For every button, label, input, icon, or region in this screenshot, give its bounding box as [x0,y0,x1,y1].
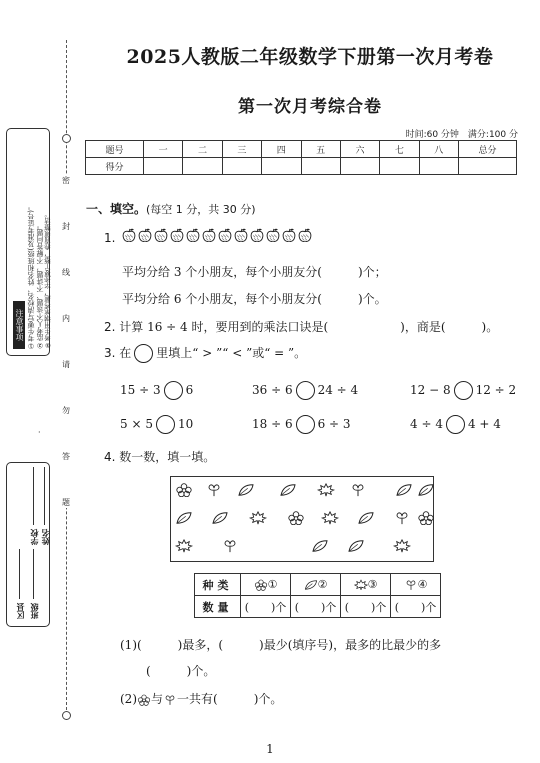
seal-char: 题 [62,498,70,507]
seal-char: 封 [62,222,70,231]
leaf-icon [279,483,297,497]
class-label: 班级 [30,603,39,619]
score-input-cell[interactable] [262,158,301,175]
class-line[interactable] [33,549,34,599]
seal-line-text [60,175,72,508]
strawberry-icon [170,228,184,243]
score-cell: 五 [301,141,340,158]
compare-answer-circle[interactable] [454,381,473,400]
clover-icon [404,579,418,591]
leaf-icon [417,483,435,497]
score-cell: 一 [144,141,183,158]
seal-char: 勿 [62,406,70,415]
q2: 2. 计算 16 ÷ 4 时，要用到的乘法口诀是( )，商是( )。 [104,320,499,334]
page-number: 1 [266,742,274,756]
count-kind-label: 种类 [195,574,241,596]
district-label: 区县 [16,603,25,619]
leaf-icon [357,511,375,525]
seal-char: 答 [62,452,70,461]
clover-icon [205,483,223,497]
flower-icon [287,511,305,525]
flower-icon [137,694,151,706]
score-cell: 二 [183,141,222,158]
q1-line1: 平均分给 3 个小朋友，每个小朋友分( )个； [122,265,387,279]
maple-leaf-icon [393,539,411,553]
clover-icon [221,539,239,553]
exam-title: 2025人教版二年级数学下册第一次月考卷 [126,46,494,68]
notice-item: ①考生要写清校名、姓名和班级(及准考证号)。 [27,202,35,349]
score-table-header-row [86,141,517,158]
score-table-score-row [86,158,517,175]
side-dot: · [38,428,41,437]
section-title: 一、填空。 [86,202,147,216]
q4: 4. 数一数，填一填。 [104,450,216,464]
section-heading [86,200,256,217]
count-answer-cell[interactable]: ( )个 [341,596,391,618]
q3: 3. 在 里填上“ > ”“ < ”或“ = ”。 [104,344,306,363]
score-input-cell[interactable] [222,158,261,175]
strawberry-icon [282,228,296,243]
section-note: (每空 1 分，共 30 分) [146,203,256,216]
maple-leaf-icon [317,483,335,497]
count-table [194,573,441,618]
score-input-cell[interactable] [144,158,183,175]
shape-picture-box [170,476,434,562]
leaf-icon [395,483,413,497]
kind-cell: ② [291,574,341,596]
count-answer-cell[interactable]: ( )个 [291,596,341,618]
leaf-icon [347,539,365,553]
score-cell: 三 [222,141,261,158]
score-cell: 六 [340,141,379,158]
score-input-cell[interactable] [340,158,379,175]
seal-char: 内 [62,314,70,323]
seal-char: 线 [62,268,70,277]
compare-item: 5 × 5 10 [120,415,193,434]
compare-answer-circle[interactable] [296,415,315,434]
maple-leaf-icon [354,579,368,591]
clover-icon [163,694,177,706]
strawberry-icon [138,228,152,243]
compare-answer-circle[interactable] [164,381,183,400]
compare-answer-circle[interactable] [296,381,315,400]
compare-item: 4 ÷ 4 4 + 4 [410,415,501,434]
leaf-icon [175,511,193,525]
flower-icon [175,483,193,497]
score-input-cell[interactable] [419,158,458,175]
binding-hole [62,134,71,143]
school-label: 学校 [30,529,39,545]
count-amount-row [195,596,441,618]
count-answer-cell[interactable]: ( )个 [391,596,441,618]
time-score-info: 时间:60 分钟 满分:100 分 [405,130,518,140]
compare-answer-circle[interactable] [446,415,465,434]
q4-sub2: (2) 与 一共有( )个。 [120,692,283,706]
leaf-icon [311,539,329,553]
notice-item: ③考生用钢笔答题，字迹要工整，卷面须整洁。 [44,211,52,349]
notice-title: 注意事项 [13,301,25,349]
compare-circle-icon [134,344,153,363]
student-info-box [6,462,50,627]
strawberry-icon [122,228,136,243]
score-cell: 四 [262,141,301,158]
score-cell: 总分 [459,141,517,158]
compare-item: 12 − 8 12 ÷ 2 [410,381,516,400]
name-label: 姓名 [41,529,50,545]
kind-cell: ③ [341,574,391,596]
q2-text: 计算 16 ÷ 4 时，要用到的乘法口诀是( )，商是( )。 [119,320,499,334]
q4-sub1-line2: ( )个。 [146,664,216,678]
kind-cell: ① [241,574,291,596]
count-kind-row [195,574,441,596]
score-cell: 题号 [86,141,144,158]
q1-line2: 平均分给 6 个小朋友，每个小朋友分( )个。 [122,292,387,306]
exam-subtitle: 第一次月考综合卷 [238,97,382,117]
score-input-cell[interactable] [459,158,517,175]
maple-leaf-icon [321,511,339,525]
compare-item: 15 ÷ 3 6 [120,381,193,400]
count-answer-cell[interactable]: ( )个 [241,596,291,618]
q1-number: 1. [104,231,116,245]
score-table [85,140,517,175]
seal-char: 请 [62,360,70,369]
school-line[interactable] [33,467,34,525]
score-cell: 得分 [86,158,144,175]
strawberry-icon [298,228,312,243]
strawberry-icon [250,228,264,243]
strawberry-icon [218,228,232,243]
compare-answer-circle[interactable] [156,415,175,434]
maple-leaf-icon [175,539,193,553]
strawberry-icon [186,228,200,243]
strawberry-icon [202,228,216,243]
strawberry-icon [266,228,280,243]
leaf-icon [304,579,318,591]
clover-icon [393,511,411,525]
flower-icon [254,579,268,591]
district-line[interactable] [19,549,20,599]
score-input-cell[interactable] [301,158,340,175]
score-cell: 七 [380,141,419,158]
strawberry-icon [234,228,248,243]
q4-text: 数一数，填一填。 [119,450,216,464]
seal-char: 密 [62,176,70,185]
notice-item: ②监考人不该题、不讲题，不解答问题。 [36,222,44,349]
count-amount-label: 数量 [195,596,241,618]
notice-box [6,128,50,356]
leaf-icon [211,511,229,525]
apple-group [122,228,312,243]
q4-sub1-line1: (1)( )最多，( )最少(填序号)，最多的比最少的多 [120,638,442,652]
score-input-cell[interactable] [380,158,419,175]
flower-icon [417,511,435,525]
score-cell: 八 [419,141,458,158]
name-line[interactable] [44,467,45,525]
clover-icon [349,483,367,497]
compare-item: 18 ÷ 6 6 ÷ 3 [252,415,351,434]
score-input-cell[interactable] [183,158,222,175]
maple-leaf-icon [249,511,267,525]
kind-cell: ④ [391,574,441,596]
leaf-icon [237,483,255,497]
compare-item: 36 ÷ 6 24 ÷ 4 [252,381,358,400]
binding-hole [62,711,71,720]
strawberry-icon [154,228,168,243]
